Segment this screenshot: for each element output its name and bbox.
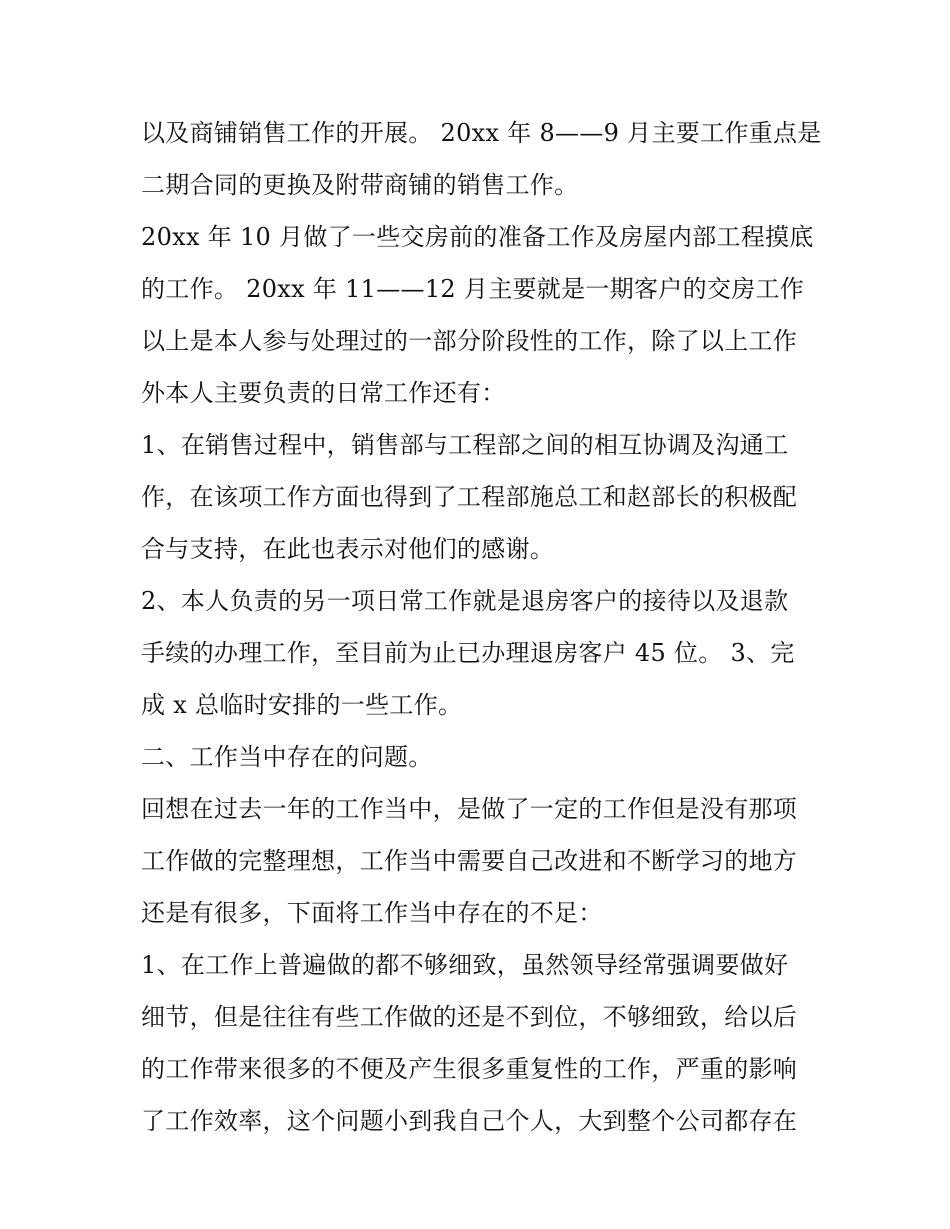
text-line: 的工作。 20xx 年 11——12 月主要就是一期客户的交房工作: [141, 275, 805, 303]
text-line: 以上是本人参与处理过的一部分阶段性的工作，除了以上工作: [141, 327, 798, 355]
text-line: 手续的办理工作，至目前为止已办理退房客户 45 位。 3、完: [141, 639, 795, 667]
text-line: 作，在该项工作方面也得到了工程部施总工和赵部长的积极配: [141, 483, 798, 511]
text-line: 的工作带来很多的不便及产生很多重复性的工作，严重的影响: [141, 1055, 798, 1083]
text-line: 了工作效率，这个问题小到我自己个人，大到整个公司都存在: [141, 1107, 798, 1135]
text-line: 1、在销售过程中，销售部与工程部之间的相互协调及沟通工: [141, 431, 789, 459]
text-line: 2、本人负责的另一项日常工作就是退房客户的接待以及退款: [141, 587, 789, 615]
section-heading: 二、工作当中存在的问题。: [141, 743, 433, 771]
text-line: 回想在过去一年的工作当中，是做了一定的工作但是没有那项: [141, 795, 798, 823]
text-line: 外本人主要负责的日常工作还有：: [141, 379, 506, 407]
text-line: 以及商铺销售工作的开展。 20xx 年 8——9 月主要工作重点是: [141, 119, 822, 147]
text-line: 20xx 年 10 月做了一些交房前的准备工作及房屋内部工程摸底: [141, 223, 814, 251]
text-line: 1、在工作上普遍做的都不够细致，虽然领导经常强调要做好: [141, 951, 789, 979]
text-line: 成 x 总临时安排的一些工作。: [141, 691, 463, 719]
text-line: 细节，但是往往有些工作做的还是不到位，不够细致，给以后: [141, 1003, 798, 1031]
text-line: 还是有很多，下面将工作当中存在的不足：: [141, 899, 603, 927]
text-line: 工作做的完整理想，工作当中需要自己改进和不断学习的地方: [141, 847, 798, 875]
document-body: [141, 107, 821, 1147]
text-line: 合与支持，在此也表示对他们的感谢。: [141, 535, 555, 563]
text-line: 二期合同的更换及附带商铺的销售工作。: [141, 171, 579, 199]
